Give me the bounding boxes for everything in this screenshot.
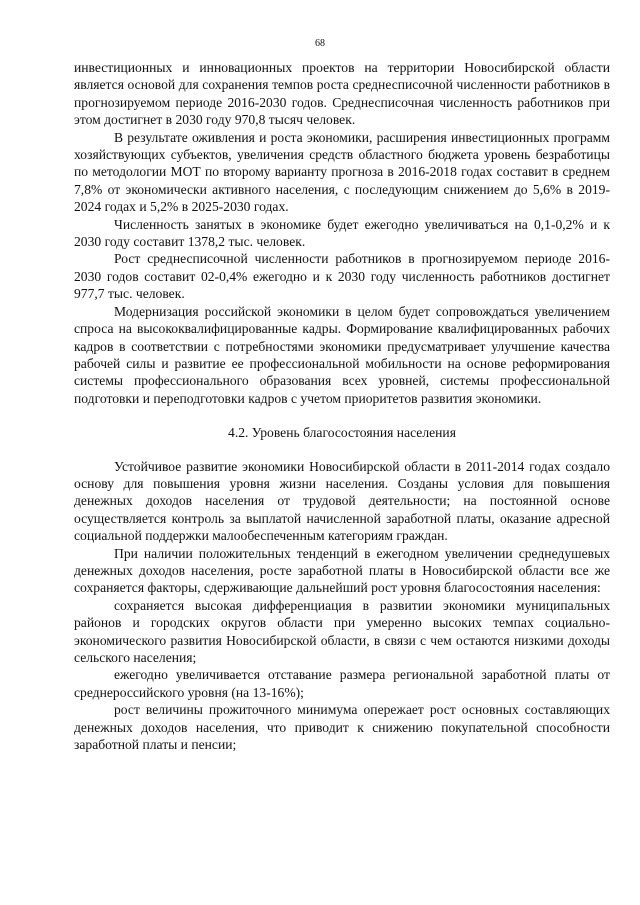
paragraph-4: Рост среднесписочной численности работников в прогнозируемом периоде 2016-2030 годов составит 02-0,4% ежегодно и к 2030 году численность работников достигнет 977,7 тыс. человек. [74,251,610,302]
page-number: 68 [315,38,325,49]
section-heading: 4.2. Уровень благосостояния населения [228,425,456,441]
paragraph-3: Численность занятых в экономике будет ежегодно увеличиваться на 0,1-0,2% и к 2030 году составит 1378,2 тыс. человек. [74,216,610,250]
paragraph-6: Устойчивое развитие экономики Новосибирской области в 2011-2014 годах создало основу для повышения уровня жизни населения. Созданы условия для повышения денежных доходов населения от трудовой деятельности; на постоянной основе осуществляется контроль за выплатой начисленной заработной платы, оказание адресной социальной поддержки малообеспеченным категориям граждан. [74,458,610,544]
document-body [74,59,610,753]
paragraph-5: Модернизация российской экономики в целом будет сопровождаться увеличением спроса на высококвалифицированные кадры. Формирование квалифицированных рабочих кадров в соответствии с потребностями экономики предусматривает улучшение качества рабочей силы и развитие ее профессиональной мобильности на основе реформирования системы профессионального образования всех уровней, системы профессиональной подготовки и переподготовки кадров с учетом приоритетов развития экономики. [74,303,610,406]
paragraph-7: При наличии положительных тенденций в ежегодном увеличении среднедушевых денежных доходов населения, росте заработной платы в Новосибирской области все же сохраняется факторы, сдерживающие дальнейший рост уровня благосостояния населения: [74,545,610,596]
list-item-2: ежегодно увеличивается отставание размера региональной заработной платы от среднероссийского уровня (на 13-16%); [74,667,610,700]
list-item-3: рост величины прожиточного минимума опережает рост основных составляющих денежных доходов населения, что приводит к снижению покупательной способности заработной платы и пенсии; [74,702,610,753]
list-item-1: сохраняется высокая дифференциация в развитии экономики муниципальных районов и городских округов области при умеренно высоких темпах социально-экономического развития Новосибирской области, в связи с чем остаются низкими доходы сельского населения; [74,597,610,665]
paragraph-2: В результате оживления и роста экономики, расширения инвестиционных программ хозяйствующих субъектов, увеличения средств областного бюджета уровень безработицы по методологии МОТ по второму варианту прогноза в 2016-2018 годах составит в среднем 7,8% от экономически активного населения, с последующим снижением до 5,6% в 2019-2024 годах и 5,2% в 2025-2030 годах. [74,129,610,215]
paragraph-1: инвестиционных и инновационных проектов на территории Новосибирской области является основой для сохранения темпов роста среднесписочной численности работников в прогнозируемом периоде 2016-2030 годов. Среднесписочная численность работников при этом достигнет в 2030 году 970,8 тысяч человек. [74,60,610,128]
